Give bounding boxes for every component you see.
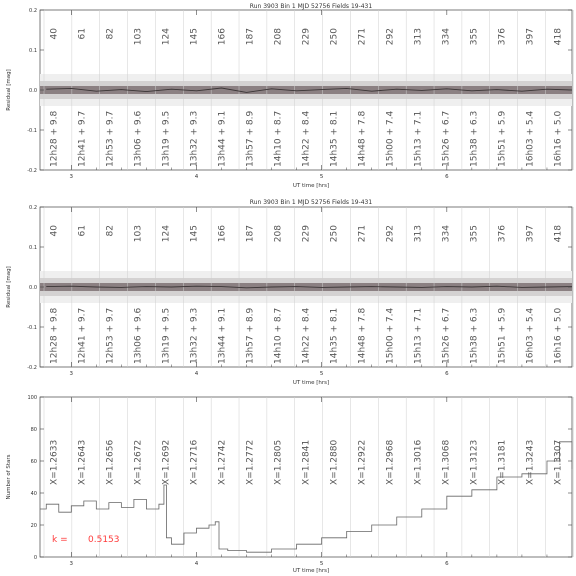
xtick-label: 6 (445, 371, 449, 377)
xtick-label: 6 (445, 174, 449, 180)
time-offset-label: 15h13 + 7.1 (413, 307, 424, 364)
field-number-label: 208 (273, 28, 284, 46)
airmass-label: X=1.2880 (329, 439, 340, 485)
airmass-label: X=1.2772 (245, 439, 256, 485)
xtick-label: 5 (319, 371, 324, 377)
star-count-panel (6, 395, 573, 574)
panel-middle-ylabel: Residual [mag] (6, 266, 12, 308)
time-offset-label: 13h32 + 9.3 (189, 307, 200, 364)
time-offset-label: 12h53 + 9.7 (105, 110, 116, 167)
time-offset-label: 12h41 + 9.7 (77, 307, 88, 364)
ytick-label: 100 (27, 395, 37, 401)
ytick-label: 0.0 (29, 88, 37, 94)
ytick-label: -0.1 (27, 128, 37, 134)
time-offset-label: 12h41 + 9.7 (77, 110, 88, 167)
time-offset-label: 13h44 + 9.1 (217, 110, 228, 167)
time-offset-label: 16h16 + 5.0 (553, 110, 564, 167)
panel-middle-title: Run 3903 Bin 1 MJD 52756 Fields 19-431 (249, 199, 373, 206)
ytick-label: 0.2 (29, 8, 37, 14)
field-number-label: 124 (161, 225, 172, 243)
time-offset-label: 13h19 + 9.5 (161, 110, 172, 167)
time-offset-label: 15h00 + 7.4 (385, 307, 396, 364)
panel-top-xlabel: UT time [hrs] (292, 183, 330, 189)
field-number-label: 250 (329, 225, 340, 243)
time-offset-label: 13h19 + 9.5 (161, 307, 172, 364)
field-number-label: 61 (77, 28, 88, 40)
residual-panel-top (6, 3, 573, 189)
time-offset-label: 15h38 + 6.3 (469, 307, 480, 364)
star-count-ylabel: Number of Stars (6, 454, 12, 500)
k-annotation-value: 0.5153 (88, 535, 120, 545)
airmass-label: X=1.3307 (553, 439, 564, 485)
xtick-label: 6 (445, 561, 449, 567)
field-number-label: 40 (49, 28, 60, 40)
time-offset-label: 13h06 + 9.6 (133, 307, 144, 364)
airmass-label: X=1.2656 (105, 439, 116, 485)
airmass-label: X=1.2922 (357, 439, 368, 485)
airmass-label: X=1.2805 (273, 439, 284, 485)
time-offset-label: 15h51 + 5.9 (497, 307, 508, 364)
field-number-label: 166 (217, 28, 228, 46)
airmass-label: X=1.3016 (413, 439, 424, 485)
ytick-label: 0 (33, 555, 37, 561)
ytick-label: 60 (30, 459, 37, 465)
time-offset-label: 13h32 + 9.3 (189, 110, 200, 167)
field-number-label: 334 (441, 225, 452, 243)
xtick-label: 5 (319, 561, 324, 567)
time-offset-label: 15h26 + 6.7 (441, 110, 452, 167)
field-number-label: 418 (553, 28, 564, 46)
time-offset-label: 13h44 + 9.1 (217, 307, 228, 364)
field-number-label: 82 (105, 225, 116, 237)
xtick-label: 3 (69, 561, 74, 567)
field-number-label: 418 (553, 225, 564, 243)
xtick-label: 3 (69, 174, 74, 180)
airmass-label: X=1.2968 (385, 439, 396, 485)
airmass-label: X=1.2643 (77, 439, 88, 485)
time-offset-label: 14h35 + 8.1 (329, 110, 340, 167)
ytick-label: 0.2 (29, 205, 37, 211)
residual-panel-middle (6, 199, 573, 386)
time-offset-label: 12h28 + 9.8 (49, 307, 60, 364)
field-number-label: 334 (441, 28, 452, 46)
xtick-label: 4 (194, 371, 199, 377)
field-number-label: 271 (357, 28, 368, 46)
time-offset-label: 15h51 + 5.9 (497, 110, 508, 167)
field-number-label: 145 (189, 225, 200, 243)
field-number-label: 376 (497, 27, 508, 46)
airmass-label: X=1.3243 (525, 439, 536, 485)
field-number-label: 355 (469, 28, 480, 46)
time-offset-label: 13h06 + 9.6 (133, 110, 144, 167)
time-offset-label: 16h16 + 5.0 (553, 307, 564, 364)
field-number-label: 103 (133, 225, 144, 243)
field-number-label: 145 (189, 28, 200, 46)
field-number-label: 124 (161, 28, 172, 46)
field-number-label: 82 (105, 28, 116, 40)
field-number-label: 166 (217, 225, 228, 243)
field-number-label: 229 (301, 225, 312, 243)
time-offset-label: 12h28 + 9.8 (49, 110, 60, 167)
xtick-label: 4 (194, 174, 199, 180)
ytick-label: 0.0 (29, 285, 37, 291)
field-number-label: 40 (49, 225, 60, 237)
airmass-label: X=1.2692 (161, 439, 172, 485)
panel-middle-xlabel: UT time [hrs] (292, 380, 330, 386)
ytick-label: -0.2 (27, 365, 37, 371)
airmass-label: X=1.2742 (217, 439, 228, 485)
time-offset-label: 14h35 + 8.1 (329, 307, 340, 364)
xtick-label: 4 (194, 561, 199, 567)
ytick-label: 40 (30, 491, 37, 497)
ytick-label: 0.1 (29, 245, 37, 251)
field-number-label: 292 (385, 28, 396, 46)
field-number-label: 187 (245, 28, 256, 46)
star-count-xlabel: UT time [hrs] (292, 568, 330, 574)
ytick-label: 20 (30, 523, 37, 529)
field-number-label: 313 (413, 225, 424, 243)
panel-top-title: Run 3903 Bin 1 MJD 52756 Fields 19-431 (249, 3, 373, 10)
field-number-label: 61 (77, 225, 88, 237)
ytick-label: 80 (30, 427, 37, 433)
field-number-label: 397 (525, 28, 536, 46)
field-number-label: 250 (329, 28, 340, 46)
time-offset-label: 16h03 + 5.4 (525, 110, 536, 167)
airmass-label: X=1.2716 (189, 439, 200, 485)
time-offset-label: 13h57 + 8.9 (245, 110, 256, 167)
field-number-label: 313 (413, 28, 424, 46)
field-number-label: 376 (497, 224, 508, 243)
time-offset-label: 15h26 + 6.7 (441, 307, 452, 364)
ytick-label: -0.1 (27, 325, 37, 331)
field-number-label: 397 (525, 225, 536, 243)
field-number-label: 355 (469, 225, 480, 243)
time-offset-label: 14h48 + 7.8 (357, 307, 368, 364)
time-offset-label: 16h03 + 5.4 (525, 307, 536, 364)
time-offset-label: 15h00 + 7.4 (385, 110, 396, 167)
time-offset-label: 14h10 + 8.7 (273, 307, 284, 364)
field-number-label: 271 (357, 225, 368, 243)
time-offset-label: 14h48 + 7.8 (357, 110, 368, 167)
xtick-label: 3 (69, 371, 74, 377)
time-offset-label: 12h53 + 9.7 (105, 307, 116, 364)
ytick-label: -0.2 (27, 168, 37, 174)
time-offset-label: 14h10 + 8.7 (273, 110, 284, 167)
xtick-label: 5 (319, 174, 324, 180)
time-offset-label: 13h57 + 8.9 (245, 307, 256, 364)
field-number-label: 103 (133, 28, 144, 46)
field-number-label: 208 (273, 225, 284, 243)
time-offset-label: 15h38 + 6.3 (469, 110, 480, 167)
field-number-label: 187 (245, 225, 256, 243)
airmass-label: X=1.3123 (469, 439, 480, 485)
airmass-label: X=1.3181 (497, 439, 508, 485)
airmass-label: X=1.2633 (49, 439, 60, 485)
k-annotation-label: k = (52, 535, 68, 545)
airmass-label: X=1.2672 (133, 439, 144, 485)
field-number-label: 229 (301, 28, 312, 46)
airmass-label: X=1.2841 (301, 439, 312, 485)
field-number-label: 292 (385, 225, 396, 243)
ytick-label: 0.1 (29, 48, 37, 54)
airmass-label: X=1.3068 (441, 439, 452, 485)
time-offset-label: 14h22 + 8.4 (301, 307, 312, 364)
time-offset-label: 15h13 + 7.1 (413, 110, 424, 167)
panel-top-ylabel: Residual [mag] (6, 69, 12, 111)
time-offset-label: 14h22 + 8.4 (301, 110, 312, 167)
